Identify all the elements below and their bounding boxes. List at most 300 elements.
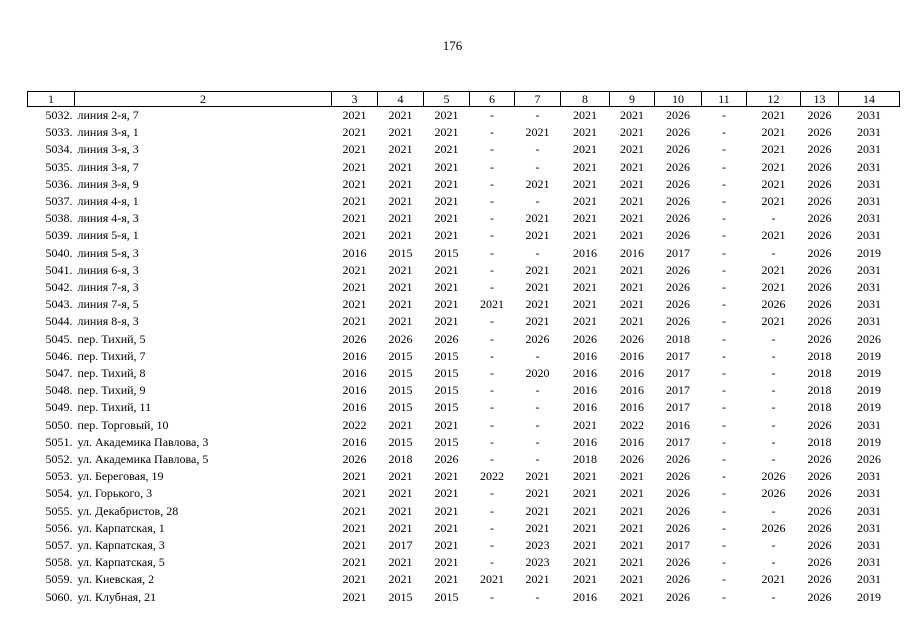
table-row: [28, 124, 900, 141]
year-cell: 2016: [620, 434, 644, 449]
year-cell: 2026: [807, 314, 832, 329]
year-cell: 2021: [525, 486, 550, 501]
year-cell: 2019: [857, 589, 881, 604]
year-cell: -: [490, 434, 494, 449]
year-cell: -: [490, 159, 494, 174]
year-cell: 2016: [620, 348, 644, 363]
year-cell: 2016: [573, 589, 597, 604]
row-number: 5039.: [45, 228, 73, 243]
year-cell: 2021: [434, 572, 459, 587]
year-cell: 2015: [434, 589, 459, 604]
year-cell: -: [490, 108, 494, 122]
year-cell: 2026: [666, 194, 690, 209]
year-cell: -: [490, 400, 494, 415]
year-cell: 2018: [807, 434, 832, 449]
year-cell: -: [722, 452, 726, 467]
year-cell: 2021: [573, 176, 597, 191]
year-cell: -: [535, 400, 540, 415]
year-cell: 2021: [434, 194, 459, 209]
year-cell: 2015: [434, 434, 459, 449]
year-cell: 2016: [620, 245, 644, 260]
year-cell: 2026: [761, 297, 786, 312]
address-cell: ул. Карпатская, 1: [77, 520, 165, 535]
year-cell: -: [722, 538, 726, 553]
year-cell: 2026: [761, 486, 786, 501]
column-header: 9: [610, 92, 655, 107]
year-cell: 2021: [573, 262, 597, 277]
year-cell: -: [490, 262, 494, 277]
row-number: 5043.: [45, 297, 73, 312]
year-cell: -: [490, 142, 494, 157]
year-cell: 2021: [434, 486, 459, 501]
year-cell: 2021: [620, 314, 644, 329]
table-row: [28, 571, 900, 588]
year-cell: 2021: [434, 520, 459, 535]
column-header: 10: [655, 92, 702, 107]
year-cell: 2021: [573, 417, 597, 432]
table-row: [28, 331, 900, 348]
data-table: [27, 91, 900, 606]
year-cell: 2031: [857, 176, 881, 191]
year-cell: 2016: [620, 383, 644, 398]
year-cell: 2017: [388, 538, 413, 553]
year-cell: 2019: [857, 366, 881, 381]
year-cell: 2026: [807, 452, 832, 467]
year-cell: 2021: [620, 589, 644, 604]
year-cell: 2026: [807, 469, 832, 484]
year-cell: 2021: [434, 125, 459, 140]
year-cell: -: [722, 142, 726, 157]
year-cell: 2026: [807, 176, 832, 191]
year-cell: 2021: [525, 211, 550, 226]
year-cell: 2017: [666, 400, 690, 415]
year-cell: 2026: [807, 211, 832, 226]
address-cell: линия 5-я, 1: [77, 228, 139, 243]
year-cell: -: [490, 589, 494, 604]
year-cell: 2026: [807, 194, 832, 209]
year-cell: 2021: [388, 228, 413, 243]
year-cell: 2016: [573, 400, 597, 415]
year-cell: 2021: [388, 314, 413, 329]
year-cell: -: [490, 125, 494, 140]
year-cell: 2021: [761, 280, 786, 295]
year-cell: 2021: [620, 211, 644, 226]
address-cell: пер. Тихий, 8: [77, 366, 146, 381]
year-cell: 2021: [620, 228, 644, 243]
column-header: 4: [378, 92, 424, 107]
row-number: 5033.: [45, 125, 73, 140]
address-cell: линия 7-я, 3: [77, 280, 139, 295]
row-number: 5037.: [45, 194, 73, 209]
year-cell: 2015: [388, 245, 413, 260]
year-cell: 2018: [807, 366, 832, 381]
table-row: [28, 503, 900, 520]
year-cell: 2026: [342, 331, 367, 346]
year-cell: 2021: [761, 125, 786, 140]
year-cell: 2021: [342, 211, 367, 226]
year-cell: 2017: [666, 383, 690, 398]
address-cell: пер. Торговый, 10: [77, 417, 169, 432]
year-cell: 2021: [342, 194, 367, 209]
year-cell: 2021: [342, 469, 367, 484]
year-cell: 2026: [807, 262, 832, 277]
year-cell: 2018: [573, 452, 597, 467]
year-cell: -: [490, 538, 494, 553]
year-cell: -: [722, 314, 726, 329]
year-cell: -: [771, 400, 776, 415]
table-row: [28, 451, 900, 468]
year-cell: 2021: [573, 228, 597, 243]
year-cell: 2021: [342, 262, 367, 277]
year-cell: -: [490, 486, 494, 501]
row-number: 5032.: [45, 108, 73, 122]
year-cell: 2021: [434, 262, 459, 277]
year-cell: 2031: [857, 280, 881, 295]
year-cell: 2026: [573, 331, 597, 346]
row-number: 5034.: [45, 142, 73, 157]
row-number: 5056.: [45, 520, 73, 535]
year-cell: -: [535, 383, 540, 398]
year-cell: 2021: [434, 469, 459, 484]
column-header: 7: [515, 92, 561, 107]
year-cell: 2018: [388, 452, 413, 467]
year-cell: -: [722, 297, 726, 312]
year-cell: 2021: [388, 262, 413, 277]
year-cell: 2021: [388, 572, 413, 587]
year-cell: 2031: [857, 228, 881, 243]
year-cell: 2021: [388, 211, 413, 226]
year-cell: -: [722, 366, 726, 381]
address-cell: линия 6-я, 3: [77, 262, 139, 277]
year-cell: -: [771, 503, 776, 518]
address-cell: ул. Академика Павлова, 5: [77, 452, 209, 467]
row-number: 5054.: [45, 486, 73, 501]
year-cell: -: [722, 280, 726, 295]
year-cell: 2026: [388, 331, 413, 346]
year-cell: -: [535, 589, 540, 604]
year-cell: 2021: [573, 108, 597, 122]
table-row: [28, 365, 900, 382]
year-cell: 2021: [525, 297, 550, 312]
year-cell: 2016: [666, 417, 690, 432]
year-cell: 2021: [620, 520, 644, 535]
year-cell: -: [490, 555, 494, 570]
row-number: 5052.: [45, 452, 73, 467]
row-number: 5058.: [45, 555, 73, 570]
year-cell: 2026: [620, 331, 644, 346]
year-cell: -: [722, 331, 726, 346]
table-row: [28, 434, 900, 451]
year-cell: 2026: [807, 589, 832, 604]
year-cell: 2021: [342, 555, 367, 570]
year-cell: 2021: [620, 469, 644, 484]
year-cell: 2026: [434, 452, 459, 467]
year-cell: -: [722, 434, 726, 449]
year-cell: 2017: [666, 538, 690, 553]
year-cell: -: [771, 348, 776, 363]
year-cell: -: [490, 503, 494, 518]
year-cell: 2021: [342, 297, 367, 312]
year-cell: 2021: [434, 297, 459, 312]
year-cell: 2021: [761, 108, 786, 122]
year-cell: 2021: [525, 314, 550, 329]
table-row: [28, 348, 900, 365]
address-cell: ул. Береговая, 19: [77, 469, 164, 484]
year-cell: 2026: [807, 503, 832, 518]
year-cell: 2031: [857, 159, 881, 174]
year-cell: -: [722, 555, 726, 570]
year-cell: 2015: [434, 366, 459, 381]
row-number: 5060.: [45, 589, 73, 604]
year-cell: 2017: [666, 434, 690, 449]
year-cell: 2021: [620, 194, 644, 209]
year-cell: 2022: [620, 417, 644, 432]
year-cell: -: [535, 159, 540, 174]
address-cell: пер. Тихий, 9: [77, 383, 146, 398]
year-cell: 2021: [480, 297, 504, 312]
year-cell: 2021: [388, 159, 413, 174]
row-number: 5041.: [45, 262, 73, 277]
year-cell: 2023: [525, 555, 550, 570]
year-cell: 2016: [342, 400, 367, 415]
year-cell: 2016: [342, 434, 367, 449]
year-cell: -: [490, 228, 494, 243]
year-cell: 2015: [434, 245, 459, 260]
year-cell: 2026: [807, 572, 832, 587]
address-cell: ул. Декабристов, 28: [77, 503, 179, 518]
year-cell: 2026: [666, 297, 690, 312]
table-row: [28, 159, 900, 176]
table-row: [28, 399, 900, 416]
year-cell: 2021: [434, 228, 459, 243]
year-cell: -: [490, 383, 494, 398]
year-cell: 2026: [666, 280, 690, 295]
year-cell: 2021: [434, 314, 459, 329]
year-cell: 2021: [434, 417, 459, 432]
row-number: 5059.: [45, 572, 73, 587]
year-cell: 2021: [620, 572, 644, 587]
year-cell: 2026: [666, 142, 690, 157]
year-cell: 2016: [573, 383, 597, 398]
year-cell: -: [722, 469, 726, 484]
year-cell: -: [490, 314, 494, 329]
year-cell: -: [722, 245, 726, 260]
year-cell: -: [722, 211, 726, 226]
year-cell: -: [771, 589, 776, 604]
year-cell: 2021: [620, 142, 644, 157]
year-cell: 2026: [666, 125, 690, 140]
year-cell: -: [722, 125, 726, 140]
year-cell: 2021: [573, 211, 597, 226]
year-cell: 2026: [666, 176, 690, 191]
year-cell: -: [535, 245, 540, 260]
address-cell: линия 4-я, 1: [77, 194, 139, 209]
row-number: 5053.: [45, 469, 73, 484]
year-cell: 2021: [342, 486, 367, 501]
year-cell: 2021: [573, 503, 597, 518]
year-cell: -: [490, 194, 494, 209]
year-cell: 2021: [525, 503, 550, 518]
column-header: 3: [332, 92, 378, 107]
year-cell: 2021: [388, 417, 413, 432]
year-cell: 2017: [666, 348, 690, 363]
row-number: 5046.: [45, 348, 73, 363]
year-cell: 2021: [620, 262, 644, 277]
year-cell: 2021: [342, 159, 367, 174]
year-cell: 2021: [388, 469, 413, 484]
year-cell: -: [722, 159, 726, 174]
year-cell: -: [490, 366, 494, 381]
year-cell: 2021: [388, 486, 413, 501]
year-cell: 2021: [761, 159, 786, 174]
year-cell: 2015: [434, 400, 459, 415]
year-cell: 2018: [807, 383, 832, 398]
year-cell: 2026: [342, 452, 367, 467]
column-header: 11: [702, 92, 747, 107]
year-cell: 2016: [573, 434, 597, 449]
year-cell: -: [722, 503, 726, 518]
year-cell: -: [490, 245, 494, 260]
year-cell: 2026: [807, 486, 832, 501]
column-header: 13: [801, 92, 839, 107]
year-cell: 2015: [388, 434, 413, 449]
year-cell: -: [771, 434, 776, 449]
row-number: 5038.: [45, 211, 73, 226]
table-row: [28, 176, 900, 193]
year-cell: -: [771, 452, 776, 467]
year-cell: -: [535, 417, 540, 432]
year-cell: 2021: [388, 142, 413, 157]
year-cell: 2026: [666, 469, 690, 484]
address-cell: линия 3-я, 1: [77, 125, 139, 140]
year-cell: 2021: [525, 469, 550, 484]
row-number: 5055.: [45, 503, 73, 518]
year-cell: 2021: [573, 280, 597, 295]
year-cell: 2016: [342, 245, 367, 260]
year-cell: 2021: [342, 314, 367, 329]
year-cell: 2022: [480, 469, 504, 484]
table-row: [28, 296, 900, 313]
year-cell: 2021: [525, 228, 550, 243]
year-cell: -: [722, 589, 726, 604]
year-cell: 2021: [434, 503, 459, 518]
year-cell: 2017: [666, 366, 690, 381]
year-cell: 2021: [342, 538, 367, 553]
year-cell: -: [771, 245, 776, 260]
year-cell: 2031: [857, 417, 881, 432]
year-cell: 2021: [342, 520, 367, 535]
table-row: [28, 520, 900, 537]
year-cell: 2026: [761, 520, 786, 535]
year-cell: 2021: [573, 314, 597, 329]
address-cell: линия 3-я, 3: [77, 142, 139, 157]
address-cell: линия 3-я, 7: [77, 159, 139, 174]
year-cell: -: [535, 452, 540, 467]
row-number: 5050.: [45, 417, 73, 432]
year-cell: 2021: [620, 108, 644, 122]
year-cell: 2019: [857, 400, 881, 415]
year-cell: 2019: [857, 245, 881, 260]
year-cell: 2031: [857, 125, 881, 140]
year-cell: -: [722, 194, 726, 209]
column-header: 6: [470, 92, 515, 107]
year-cell: -: [771, 366, 776, 381]
year-cell: 2026: [807, 417, 832, 432]
row-number: 5047.: [45, 366, 73, 381]
year-cell: 2026: [857, 331, 881, 346]
year-cell: 2021: [434, 280, 459, 295]
year-cell: 2015: [434, 383, 459, 398]
year-cell: 2031: [857, 469, 881, 484]
year-cell: 2018: [807, 348, 832, 363]
year-cell: 2026: [666, 314, 690, 329]
year-cell: 2026: [807, 297, 832, 312]
table-row: [28, 417, 900, 434]
year-cell: 2026: [666, 520, 690, 535]
year-cell: 2026: [666, 211, 690, 226]
header-row: [28, 92, 900, 107]
year-cell: 2026: [666, 108, 690, 122]
table-row: [28, 193, 900, 210]
year-cell: -: [771, 417, 776, 432]
year-cell: -: [490, 211, 494, 226]
year-cell: -: [535, 108, 540, 122]
year-cell: 2026: [666, 589, 690, 604]
year-cell: -: [490, 417, 494, 432]
table-row: [28, 382, 900, 399]
year-cell: -: [722, 108, 726, 122]
year-cell: 2021: [388, 176, 413, 191]
year-cell: -: [490, 452, 494, 467]
year-cell: 2021: [342, 503, 367, 518]
year-cell: 2021: [573, 297, 597, 312]
year-cell: 2021: [573, 572, 597, 587]
year-cell: -: [535, 348, 540, 363]
year-cell: -: [535, 434, 540, 449]
year-cell: 2021: [342, 572, 367, 587]
year-cell: 2031: [857, 503, 881, 518]
address-cell: ул. Киевская, 2: [77, 572, 155, 587]
year-cell: 2021: [388, 108, 413, 122]
address-cell: ул. Горького, 3: [77, 486, 153, 501]
year-cell: 2026: [666, 503, 690, 518]
year-cell: 2021: [573, 159, 597, 174]
year-cell: 2021: [434, 159, 459, 174]
year-cell: -: [722, 520, 726, 535]
table-row: [28, 210, 900, 227]
year-cell: 2021: [761, 142, 786, 157]
table-row: [28, 141, 900, 158]
table-row: [28, 537, 900, 554]
year-cell: 2021: [388, 125, 413, 140]
year-cell: 2019: [857, 348, 881, 363]
table-row: [28, 554, 900, 571]
year-cell: 2026: [666, 572, 690, 587]
year-cell: 2016: [342, 348, 367, 363]
year-cell: 2015: [434, 348, 459, 363]
address-cell: ул. Карпатская, 5: [77, 555, 165, 570]
column-header: 12: [747, 92, 801, 107]
year-cell: 2026: [620, 452, 644, 467]
year-cell: 2021: [525, 572, 550, 587]
year-cell: -: [490, 520, 494, 535]
year-cell: 2021: [761, 176, 786, 191]
address-cell: линия 3-я, 9: [77, 176, 139, 191]
year-cell: 2021: [388, 503, 413, 518]
table-row: [28, 227, 900, 244]
year-cell: 2026: [807, 228, 832, 243]
address-cell: линия 5-я, 3: [77, 245, 139, 260]
